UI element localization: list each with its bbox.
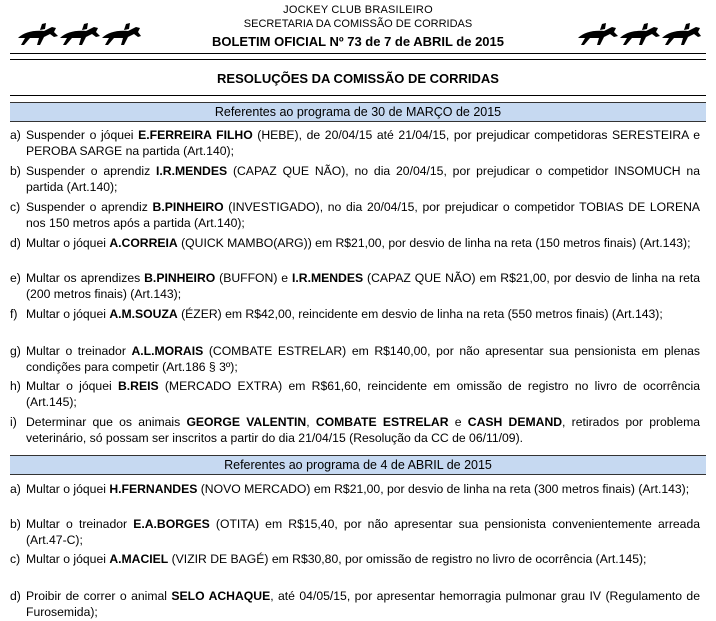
item-text-part: (CAPAZ QUE NÃO), no dia 20/04/15, por prejudicar o competidor INSOMUCH na partida (Art.140); — [26, 164, 700, 194]
item-text — [26, 378, 700, 410]
item-label: d) — [10, 589, 21, 603]
item-text-part: (HEBE), de 20/04/15 até 21/04/15, por prejudicar competidoras SERESTEIRA e PEROBA SARGE na partida (Art.140); — [26, 128, 700, 158]
highlighted-name: A.MACIEL — [109, 552, 169, 566]
item-text — [26, 235, 700, 251]
racehorse-logo-icon — [574, 18, 702, 48]
secretariat-name: SECRETARIA DA COMISSÃO DE CORRIDAS — [243, 18, 473, 30]
item-text-part: Multar o jóquei — [26, 379, 118, 393]
item-label: b) — [10, 164, 21, 178]
page-title: RESOLUÇÕES DA COMISSÃO DE CORRIDAS — [217, 71, 499, 86]
resolution-item — [10, 516, 700, 548]
highlighted-name: SELO ACHAQUE — [171, 589, 271, 603]
highlighted-name: E.FERREIRA FILHO — [138, 128, 253, 142]
bulletin-title: BOLETIM OFICIAL Nº 73 de 7 de ABRIL de 2015 — [211, 34, 505, 49]
highlighted-name: B.REIS — [117, 379, 159, 393]
item-text — [26, 343, 700, 375]
header-divider — [10, 59, 706, 60]
item-label: i) — [10, 415, 17, 429]
item-text — [26, 588, 700, 620]
highlighted-name: I.R.MENDES — [292, 271, 364, 285]
club-name: JOCKEY CLUB BRASILEIRO — [283, 4, 433, 16]
item-label: h) — [10, 379, 21, 393]
item-text-part: (QUICK MAMBO(ARG)) em R$21,00, por desvio de linha na reta (150 metros finais) (Art.143); — [177, 236, 691, 250]
item-text-part: , até 04/05/15, por apresentar hemorragia pulmonar grau IV (Regulamento de Furosemida); — [26, 589, 700, 619]
highlighted-name: I.R.MENDES — [156, 164, 228, 178]
item-text-part: (BUFFON) e — [215, 271, 292, 285]
item-text-part: Proibir de correr o animal — [26, 589, 172, 603]
item-text-part: Multar o jóquei — [26, 236, 110, 250]
resolution-item — [10, 199, 700, 231]
resolution-item — [10, 481, 700, 497]
item-text-part: e — [448, 415, 468, 429]
item-text-part: (OTITA) em R$15,40, por não apresentar sua pensionista convenientemente arreada (Art.47-C); — [26, 517, 700, 547]
highlighted-name: B.PINHEIRO — [144, 271, 216, 285]
item-label: f) — [10, 307, 18, 321]
resolution-item — [10, 551, 700, 567]
item-text — [26, 270, 700, 302]
item-text-part: Multar o jóquei — [26, 552, 110, 566]
item-text-part: (NOVO MERCADO) em R$21,00, por desvio de linha na reta (300 metros finais) (Art.143); — [197, 482, 690, 496]
item-text — [26, 127, 700, 159]
item-label: e) — [10, 271, 21, 285]
highlighted-name: H.FERNANDES — [109, 482, 198, 496]
section-heading: Referentes ao programa de 30 de MARÇO de 2015 — [10, 102, 706, 122]
item-text — [26, 414, 700, 446]
resolution-item — [10, 235, 700, 251]
item-text — [26, 481, 700, 497]
highlighted-name: E.A.BORGES — [133, 517, 210, 531]
item-text — [26, 516, 700, 548]
item-text-part: Determinar que os animais — [26, 415, 187, 429]
item-text — [26, 306, 700, 322]
resolution-item — [10, 306, 700, 322]
highlighted-name: COMBATE ESTRELAR — [315, 415, 449, 429]
item-text-part: (MERCADO EXTRA) em R$61,60, reincidente em omissão de registro no livro de ocorrência (Art.145); — [26, 379, 700, 409]
item-label: c) — [10, 552, 21, 566]
item-text-part: Suspender o aprendiz — [26, 200, 153, 214]
highlighted-name: GEORGE VALENTIN — [186, 415, 307, 429]
item-text-part: Multar os aprendizes — [26, 271, 145, 285]
title-divider — [10, 95, 706, 96]
section-heading: Referentes ao programa de 4 de ABRIL de 2015 — [10, 455, 706, 475]
item-label: a) — [10, 128, 21, 142]
item-label: g) — [10, 344, 21, 358]
resolution-item — [10, 378, 700, 410]
item-text — [26, 551, 700, 567]
item-text-part: (ÉZER) em R$42,00, reincidente em desvio de linha na reta (550 metros finais) (Art.143); — [177, 307, 663, 321]
item-label: a) — [10, 482, 21, 496]
highlighted-name: A.M.SOUZA — [109, 307, 178, 321]
racehorse-logo-icon — [14, 18, 142, 48]
header-divider — [10, 53, 706, 54]
highlighted-name: B.PINHEIRO — [152, 200, 224, 214]
item-label: d) — [10, 236, 21, 250]
item-text-part: , retirados por problema veterinário, só possam ser inscritos a partir do dia 21/04/15 (Resolução da CC de 06/11/09). — [26, 415, 700, 445]
item-text-part: Suspender o jóquei — [26, 128, 139, 142]
highlighted-name: A.L.MORAIS — [131, 344, 204, 358]
item-text — [26, 163, 700, 195]
item-text-part: (VIZIR DE BAGÉ) em R$30,80, por omissão de registro no livro de ocorrência (Art.145); — [168, 552, 647, 566]
resolution-item — [10, 270, 700, 302]
resolution-item — [10, 343, 700, 375]
item-label: c) — [10, 200, 21, 214]
resolution-item — [10, 163, 700, 195]
item-text-part: Multar o treinador — [26, 517, 134, 531]
bulletin-header — [0, 0, 716, 60]
item-text-part: Multar o jóquei — [26, 482, 110, 496]
item-text-part: , — [306, 415, 316, 429]
item-text-part: (COMBATE ESTRELAR) em R$140,00, por não apresentar sua pensionista em plenas condições para competir (Art.186 § 3º); — [26, 344, 700, 374]
item-label: b) — [10, 517, 21, 531]
item-text-part: Multar o jóquei — [26, 307, 110, 321]
item-text-part: (CAPAZ QUE NÃO) em R$21,00, por desvio de linha na reta (200 metros finais) (Art.143); — [26, 271, 701, 301]
highlighted-name: CASH DEMAND — [467, 415, 563, 429]
highlighted-name: A.CORREIA — [109, 236, 178, 250]
item-text-part: Suspender o aprendiz — [26, 164, 156, 178]
item-text — [26, 199, 700, 231]
item-text-part: (INVESTIGADO), no dia 20/04/15, por prejudicar o competidor TOBIAS DE LORENA nos 150 metros após a partida (Art.140); — [26, 200, 701, 230]
resolution-item — [10, 127, 700, 159]
resolution-item — [10, 414, 700, 446]
resolution-item — [10, 588, 700, 620]
item-text-part: Multar o treinador — [26, 344, 132, 358]
